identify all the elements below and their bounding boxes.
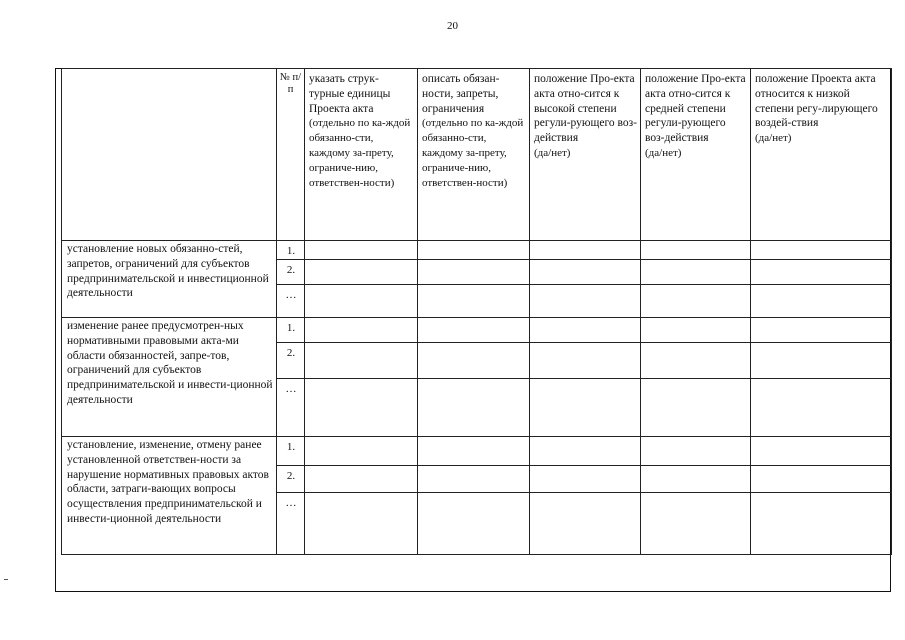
row-number: … xyxy=(277,379,305,437)
header-obligations-note: (отдельно по ка-ждой обязанно-сти, каждому за-прету, ограниче-нию, ответствен-ности) xyxy=(422,117,524,189)
header-high-impact-title: положение Про-екта акта отно-сится к высокой степени регули-рующего воз-действия xyxy=(534,73,637,145)
header-medium-impact-note: (да/нет) xyxy=(645,146,682,159)
header-obligations-title: описать обязан-ности, запреты, ограничения xyxy=(422,73,500,115)
row-number: 1. xyxy=(277,437,305,466)
table-row xyxy=(62,437,892,466)
header-blank-cell xyxy=(62,69,277,241)
header-structural-units xyxy=(305,69,418,241)
header-medium-impact xyxy=(641,69,751,241)
header-low-impact xyxy=(751,69,892,241)
table-row xyxy=(62,318,892,343)
header-high-impact xyxy=(530,69,641,241)
header-structural-units-note: (отдельно по ка-ждой обязанно-сти, каждому за-прету, ограниче-нию, ответствен-ности) xyxy=(309,117,411,189)
category-label-new-obligations: установление новых обязанно-стей, запретов, ограничений для субъектов предпринимательской и инвестиционной деятельности xyxy=(62,241,277,318)
table-row xyxy=(62,241,892,260)
row-number: 2. xyxy=(277,343,305,379)
page-number: 20 xyxy=(447,20,458,32)
header-low-impact-title: положение Проекта акта относится к низкой степени регу-лирующего воздей-ствия xyxy=(755,73,878,130)
header-low-impact-note: (да/нет) xyxy=(755,132,792,145)
margin-mark xyxy=(4,579,8,580)
row-number: 1. xyxy=(277,318,305,343)
header-number-column: № п/п xyxy=(277,69,305,241)
category-label-liability: установление, изменение, отмену ранее установленной ответствен-ности за нарушение нормативных правовых актов области, затраги-вающих вопросы осуществления предпринимательской и инвести-ционной деятельности xyxy=(62,437,277,555)
header-high-impact-note: (да/нет) xyxy=(534,146,571,159)
table-header-row xyxy=(62,69,892,241)
row-number: 2. xyxy=(277,466,305,493)
header-obligations xyxy=(418,69,530,241)
row-number: 1. xyxy=(277,241,305,260)
category-label-changed-obligations: изменение ранее предусмотрен-ных нормативными правовыми акта-ми области обязанностей, запре-тов, ограничений для субъектов предпринимательской и инвести-ционной деятельности xyxy=(62,318,277,437)
row-number: … xyxy=(277,285,305,318)
row-number: … xyxy=(277,493,305,555)
header-medium-impact-title: положение Про-екта акта отно-сится к средней степени регули-рующего воз-действия xyxy=(645,73,746,145)
header-structural-units-title: указать струк-турные единицы Проекта акта xyxy=(309,73,391,115)
regulatory-impact-table xyxy=(61,68,892,555)
row-number: 2. xyxy=(277,260,305,285)
